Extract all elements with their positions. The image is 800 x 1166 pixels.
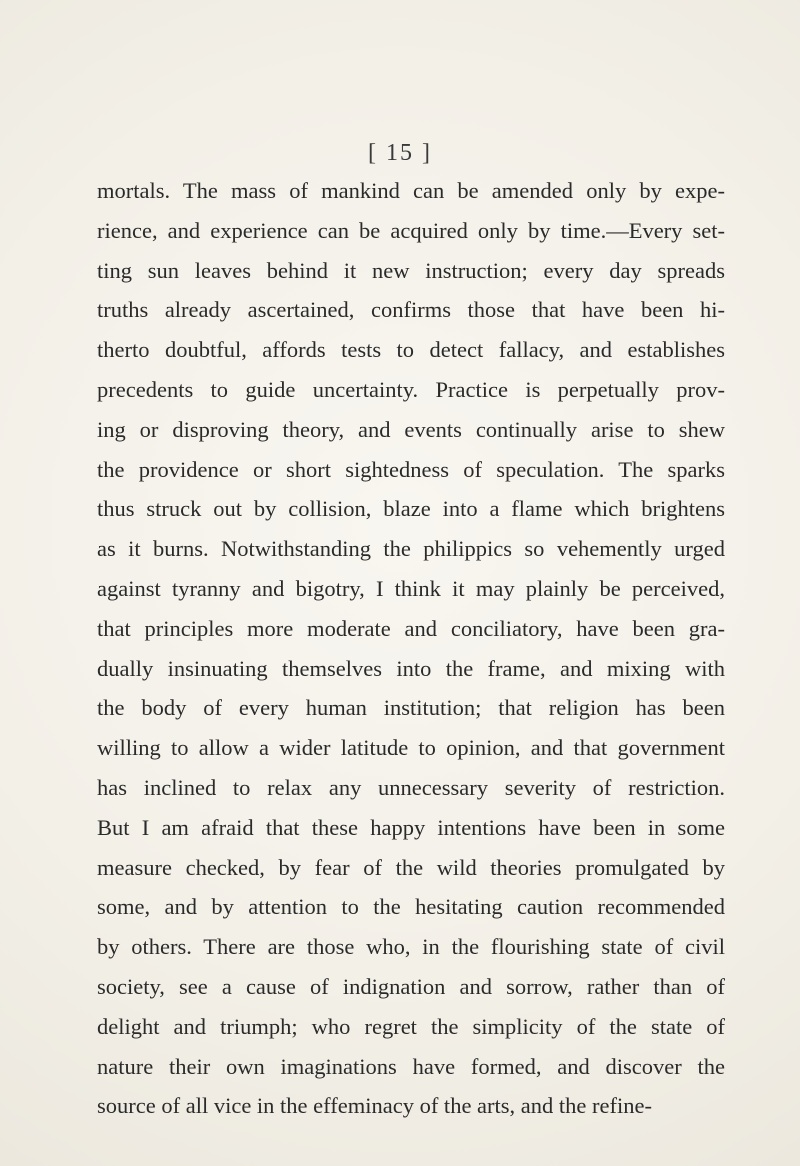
text-line: that principles more moderate and conciliatory, have been gra- (97, 615, 725, 641)
text-line: nature their own imaginations have formed, and discover the (97, 1053, 725, 1079)
text-line: therto doubtful, affords tests to detect fallacy, and establishes (97, 337, 725, 363)
text-line: has inclined to relax any unnecessary severity of restriction. (97, 774, 725, 800)
text-line: some, and by attention to the hesitating caution recommended (97, 894, 725, 920)
text-line: measure checked, by fear of the wild theories promulgated by (97, 854, 725, 880)
text-line: the providence or short sightedness of speculation. The sparks (97, 456, 725, 482)
text-line: mortals. The mass of mankind can be amended only by expe- (97, 178, 725, 203)
text-line: rience, and experience can be acquired only by time.—Every set- (97, 217, 725, 243)
text-line: society, see a cause of indignation and sorrow, rather than of (97, 973, 725, 999)
text-line: as it burns. Notwithstanding the philippics so vehemently urged (97, 536, 725, 562)
body-text (97, 171, 725, 1126)
text-line: against tyranny and bigotry, I think it may plainly be perceived, (97, 575, 725, 601)
text-line: dually insinuating themselves into the frame, and mixing with (97, 655, 725, 681)
text-line: precedents to guide uncertainty. Practice is perpetually prov- (97, 376, 725, 402)
text-line: the body of every human institution; that religion has been (97, 695, 725, 721)
text-line: ing or disproving theory, and events continually arise to shew (97, 416, 725, 442)
text-line: willing to allow a wider latitude to opinion, and that government (97, 735, 725, 761)
page-number: [ 15 ] (368, 140, 432, 166)
text-line: truths already ascertained, confirms those that have been hi- (97, 297, 725, 323)
text-line: source of all vice in the effeminacy of the arts, and the refine- (97, 1093, 652, 1119)
text-line: thus struck out by collision, blaze into a flame which brightens (97, 496, 725, 522)
text-line: But I am afraid that these happy intentions have been in some (97, 814, 725, 840)
text-line: delight and triumph; who regret the simplicity of the state of (97, 1013, 725, 1039)
text-line: by others. There are those who, in the flourishing state of civil (97, 934, 725, 960)
text-line: ting sun leaves behind it new instruction; every day spreads (97, 257, 725, 283)
